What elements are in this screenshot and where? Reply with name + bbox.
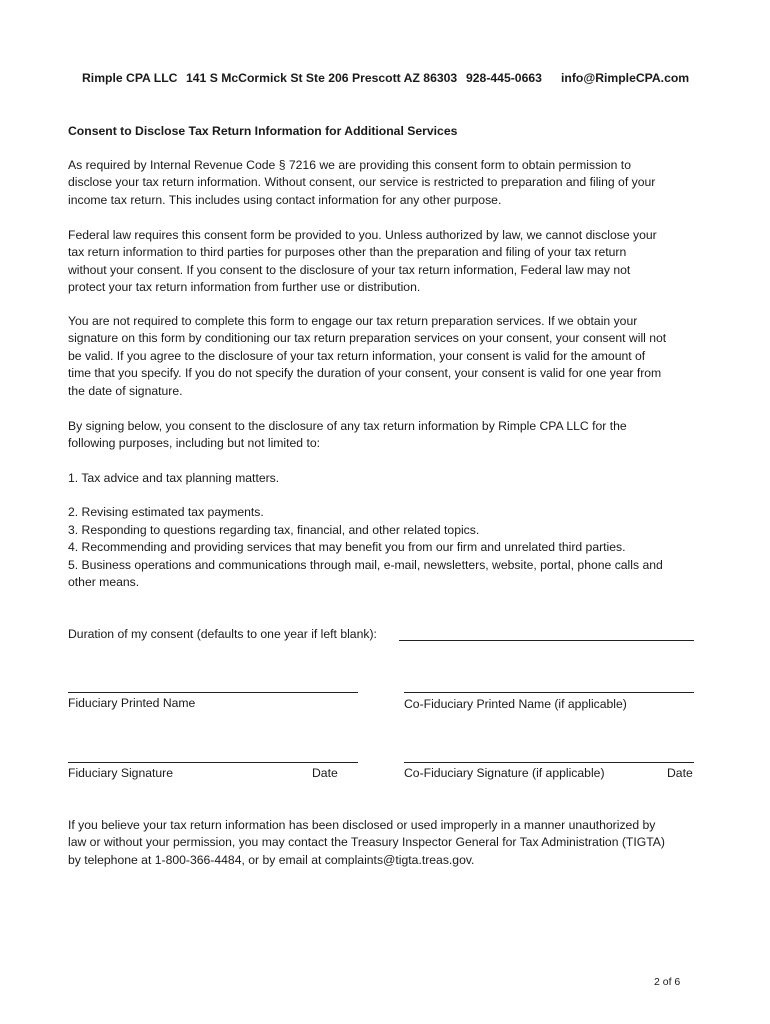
paragraph-not-required xyxy=(68,313,708,400)
text-line: By signing below, you consent to the disclosure of any tax return information by Rimple CPA LLC for the xyxy=(68,419,627,433)
text-line: protect your tax return information from further use or distribution. xyxy=(68,280,421,295)
page-number: 2 of 6 xyxy=(654,976,681,988)
fiduciary-signature-field[interactable] xyxy=(68,762,358,763)
cofiduciary-name-field[interactable] xyxy=(404,692,694,693)
firm-address: 141 S McCormick St Ste 206 Prescott AZ 86303 xyxy=(186,71,458,85)
text-line: signature on this form by conditioning our tax return preparation services on your consent, your consent will not xyxy=(68,331,667,346)
cofiduciary-date-label: Date xyxy=(667,766,693,780)
list-item: 4. Recommending and providing services that may benefit you from our firm and unrelated third parties. xyxy=(68,540,626,554)
text-line: without your consent. If you consent to the disclosure of your tax return information, Federal law may not xyxy=(68,262,631,277)
fiduciary-date-label: Date xyxy=(312,766,338,780)
paragraph-irc-7216 xyxy=(68,157,708,209)
list-item: 1. Tax advice and tax planning matters. xyxy=(68,471,280,485)
list-item: 5. Business operations and communications through mail, e-mail, newsletters, website, portal, phone calls and xyxy=(68,558,663,572)
firm-name: Rimple CPA LLC xyxy=(82,71,178,85)
list-item: 3. Responding to questions regarding tax, financial, and other related topics. xyxy=(68,523,480,537)
text-line: tax return information to third parties for purposes other than the preparation and filing of your tax return xyxy=(68,245,627,260)
paragraph-by-signing xyxy=(68,418,708,453)
list-item: other means. xyxy=(68,575,140,589)
firm-phone: 928-445-0663 xyxy=(466,71,542,85)
firm-email: info@RimpleCPA.com xyxy=(561,71,690,85)
fiduciary-signature-label: Fiduciary Signature xyxy=(68,766,173,780)
list-item: 2. Revising estimated tax payments. xyxy=(68,505,264,519)
duration-field[interactable] xyxy=(399,640,694,641)
text-line: be valid. If you agree to the disclosure of your tax return information, your consent is valid for the amount of xyxy=(68,348,646,363)
text-line: As required by Internal Revenue Code § 7216 we are providing this consent form to obtain permission to xyxy=(68,158,631,172)
form-title: Consent to Disclose Tax Return Information for Additional Services xyxy=(68,124,458,138)
cofiduciary-signature-field[interactable] xyxy=(404,762,694,763)
paragraph-tigta xyxy=(68,817,708,869)
text-line: income tax return. This includes using contact information for any other purpose. xyxy=(68,192,502,207)
paragraph-federal-law xyxy=(68,227,708,297)
fiduciary-name-label: Fiduciary Printed Name xyxy=(68,696,196,710)
text-line: the date of signature. xyxy=(68,383,183,398)
text-line: You are not required to complete this form to engage our tax return preparation services. If we obtain your xyxy=(68,314,638,328)
text-line: time that you specify. If you do not specify the duration of your consent, your consent is valid for one year from xyxy=(68,366,662,381)
text-line: by telephone at 1-800-366-4484, or by email at complaints@tigta.treas.gov. xyxy=(68,852,475,867)
text-line: law or without your permission, you may contact the Treasury Inspector General for Tax Administration (TIGTA) xyxy=(68,835,665,850)
text-line: following purposes, including but not limited to: xyxy=(68,436,321,451)
duration-label: Duration of my consent (defaults to one year if left blank): xyxy=(68,627,377,641)
fiduciary-name-field[interactable] xyxy=(68,692,358,693)
text-line: If you believe your tax return information has been disclosed or used improperly in a manner unauthorized by xyxy=(68,818,656,832)
cofiduciary-signature-label: Co-Fiduciary Signature (if applicable) xyxy=(404,766,605,780)
cofiduciary-name-label: Co-Fiduciary Printed Name (if applicable) xyxy=(404,697,627,711)
text-line: disclose your tax return information. Without consent, our service is restricted to preparation and filing of your xyxy=(68,175,656,190)
text-line: Federal law requires this consent form be provided to you. Unless authorized by law, we cannot disclose your xyxy=(68,228,657,242)
